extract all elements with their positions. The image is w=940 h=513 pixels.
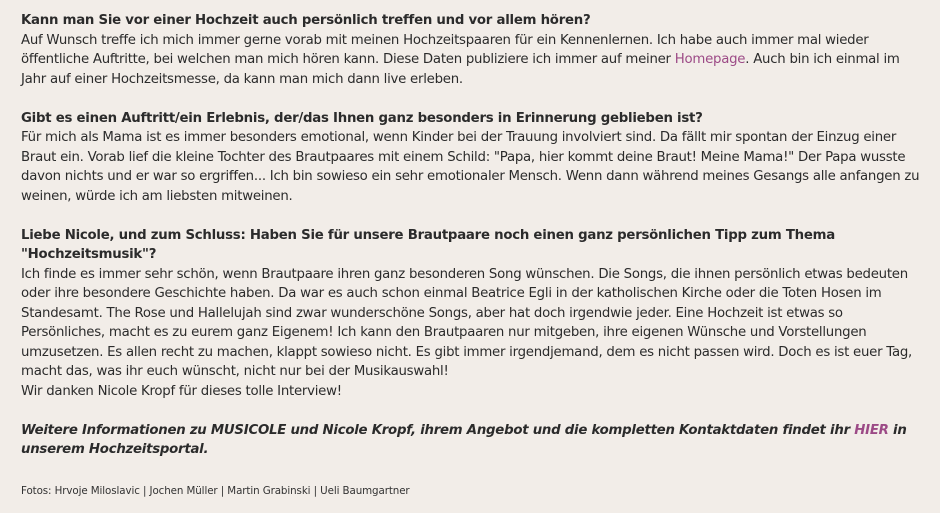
paragraph-spacer <box>21 401 921 421</box>
answer-text: Auf Wunsch treffe ich mich immer gerne vorab mit meinen Hochzeitspaaren für ein Kennenlernen. Ich habe auch immer mal wieder öffentliche Auftritte, bei welchen man mich hören kann. Diese Daten publiziere ich immer auf meiner <box>21 32 869 67</box>
closing-text: Weitere Informationen zu MUSICOLE und Nicole Kropf, ihrem Angebot und die kompletten Kontaktdaten findet ihr <box>21 422 855 438</box>
closing-note <box>21 421 921 460</box>
question-heading: Gibt es einen Auftritt/ein Erlebnis, der/das Ihnen ganz besonders in Erinnerung geblieben ist? <box>21 110 703 126</box>
answer-paragraph: Für mich als Mama ist es immer besonders emotional, wenn Kinder bei der Trauung involviert sind. Da fällt mir spontan der Einzug einer Braut ein. Vorab lief die kleine Tochter des Brautpaares mit einem Schild: "Papa, hier kommt deine Braut! Meine Mama!" Der Papa wusste davon nichts und er war so ergriffen... Ich bin sowieso ein sehr emotionaler Mensch. Wenn dann während meines Gesangs alle anfangen zu weinen, würde ich am liebsten mitweinen. <box>21 130 920 204</box>
paragraph-spacer <box>21 206 921 226</box>
hier-link[interactable]: HIER <box>854 422 889 438</box>
answer-paragraph: Ich finde es immer sehr schön, wenn Brautpaare ihren ganz besonderen Song wünschen. Die Songs, die ihnen persönlich etwas bedeuten oder ihre besondere Geschichte haben. Da war es auch schon einmal Beatrice Egli in der katholischen Kirche oder die Toten Hosen im Standesamt. The Rose und Hallelujah sind zwar wunderschöne Songs, aber hat doch irgendwie jeder. Eine Hochzeit ist etwas so Persönliches, macht es zu eurem ganz Eigenem! Ich kann den Brautpaaren nur mitgeben, ihre eigenen Wünsche und Vorstellungen umzusetzen. Es allen recht zu machen, klappt sowieso nicht. Es gibt immer irgendjemand, dem es nicht passen wird. Doch es ist euer Tag, macht das, was ihr euch wünscht, nicht nur bei der Musikauswahl! <box>21 266 913 379</box>
answer-paragraph <box>21 31 921 90</box>
paragraph-spacer <box>21 89 921 109</box>
answer-text: . Auch bin ich einmal im Jahr auf einer Hochzeitsmesse, da kann man mich dann live erleben. <box>21 52 900 87</box>
question-heading: Liebe Nicole, und zum Schluss: Haben Sie für unsere Brautpaare noch einen ganz persönlichen Tipp zum Thema "Hochzeitsmusik"? <box>21 227 835 262</box>
thanks-line: Wir danken Nicole Kropf für dieses tolle Interview! <box>21 383 342 399</box>
photo-credits: Fotos: Hrvoje Miloslavic | Jochen Müller | Martin Grabinski | Ueli Baumgartner <box>21 485 410 497</box>
homepage-link[interactable]: Homepage <box>674 52 746 67</box>
closing-text: in unserem Hochzeitsportal. <box>21 422 907 457</box>
question-heading: Kann man Sie vor einer Hochzeit auch persönlich treffen und vor allem hören? <box>21 13 591 28</box>
